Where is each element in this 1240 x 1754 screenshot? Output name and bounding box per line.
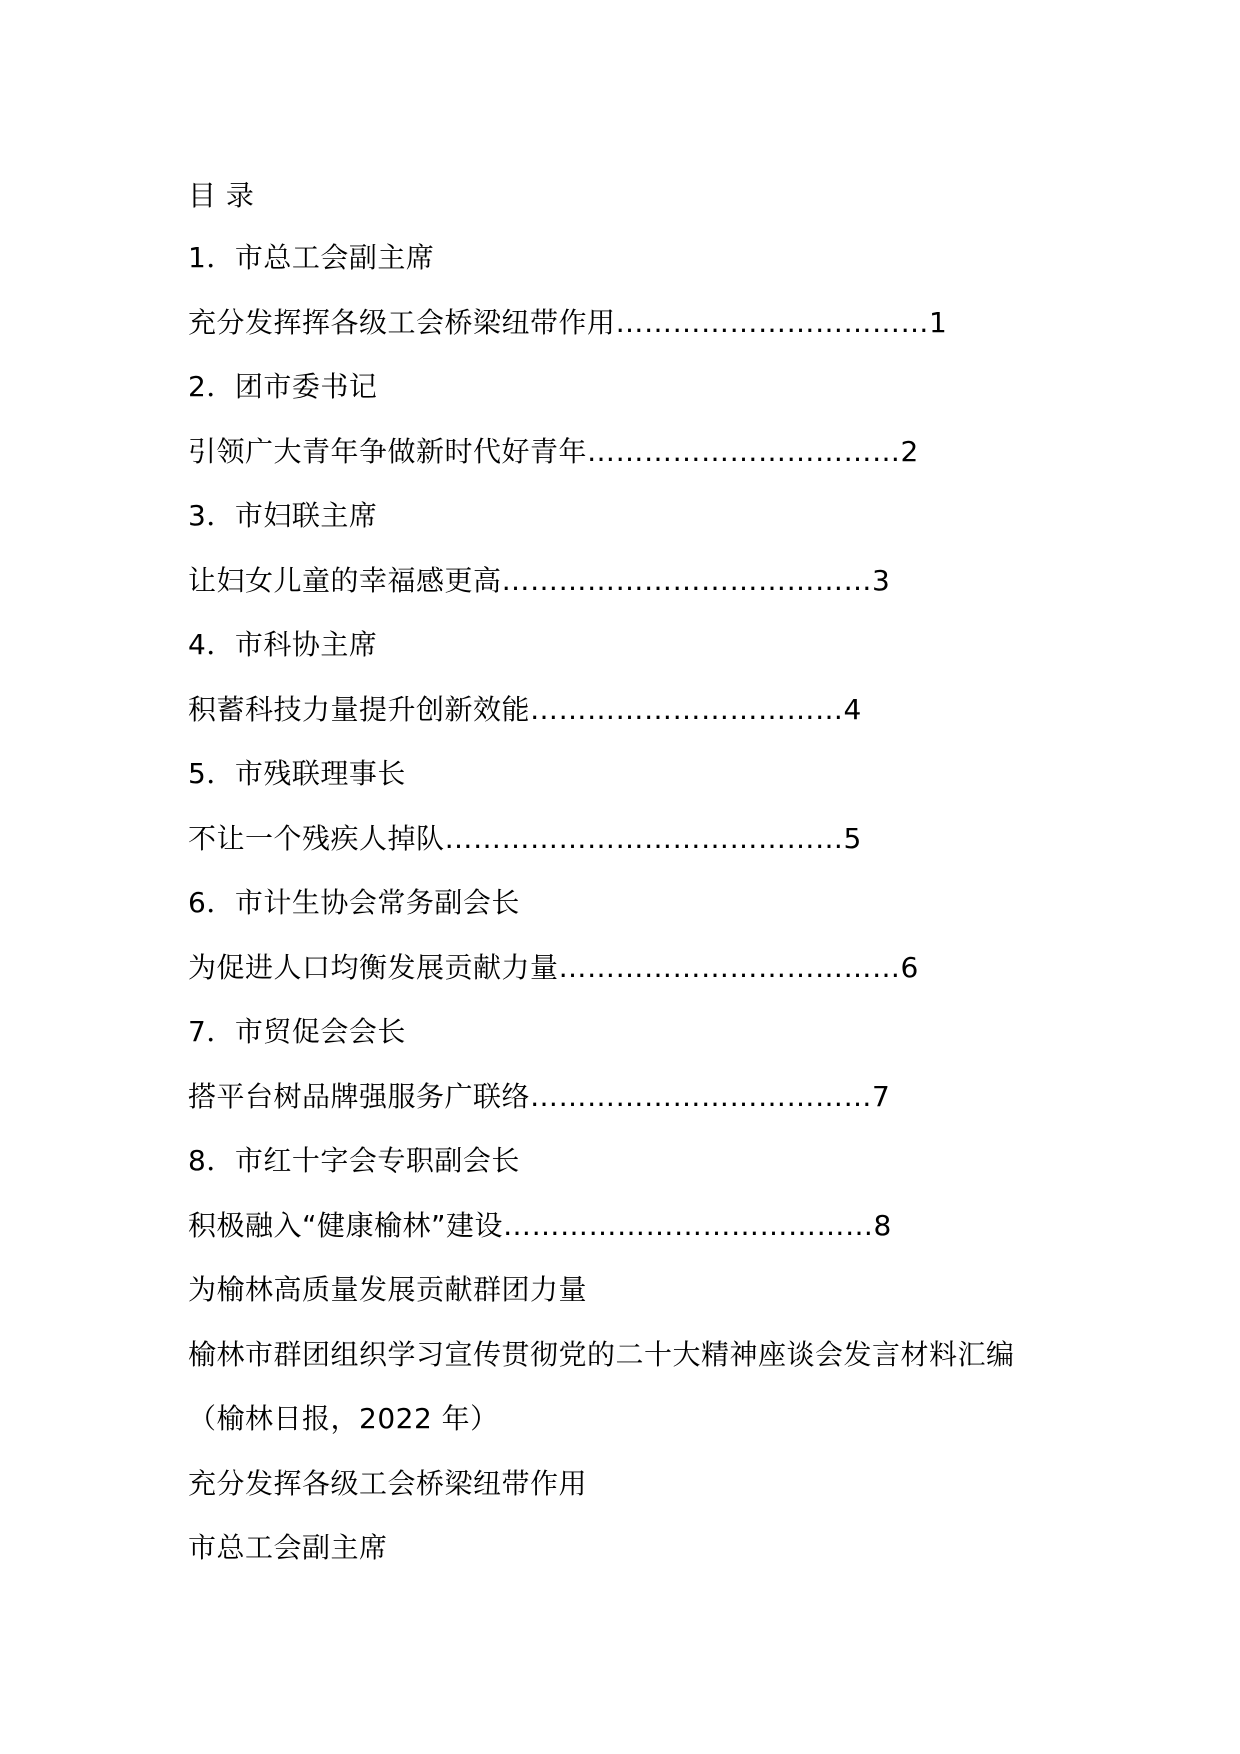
- toc-entry-1[interactable]: [188, 303, 947, 343]
- toc-leader-dots-5: ……………………………………: [444, 822, 844, 855]
- toc-entry-7[interactable]: [188, 1077, 890, 1117]
- toc-entry-6[interactable]: [188, 948, 919, 988]
- toc-leader-dots-4: ……………………………: [530, 693, 844, 726]
- toc-entry-label-2: 2．团市委书记: [188, 370, 378, 403]
- toc-entry-5[interactable]: [188, 819, 862, 859]
- article-author: 市总工会副主席: [188, 1531, 388, 1564]
- toc-leader-dots-7: ………………………………: [530, 1080, 873, 1113]
- toc-leader-dots-6: ………………………………: [558, 951, 901, 984]
- toc-entry-title-1: 充分发挥挥各级工会桥梁纽带作用: [188, 306, 616, 339]
- toc-entry-label-3: 3．市妇联主席: [188, 499, 378, 532]
- toc-entry-title-5: 不让一个残疾人掉队: [188, 822, 445, 855]
- toc-entry-label-5: 5．市残联理事长: [188, 757, 406, 790]
- toc-entry-label-7: 7．市贸促会会长: [188, 1015, 406, 1048]
- toc-entry-2[interactable]: [188, 432, 919, 472]
- toc-entry-title-6: 为促进人口均衡发展贡献力量: [188, 951, 559, 984]
- toc-entry-title-4: 积蓄科技力量提升创新效能: [188, 693, 531, 726]
- toc-entry-title-8: 积极融入“健康榆林”建设: [188, 1209, 504, 1242]
- toc-page-number-6: 6: [900, 951, 919, 984]
- document-subtitle: 榆林市群团组织学习宣传贯彻党的二十大精神座谈会发言材料汇编: [188, 1338, 1015, 1371]
- toc-page-number-8: 8: [873, 1209, 892, 1242]
- toc-entry-4[interactable]: [188, 690, 862, 730]
- toc-entry-title-7: 搭平台树品牌强服务广联络: [188, 1080, 531, 1113]
- toc-entry-label-1: 1．市总工会副主席: [188, 241, 435, 274]
- toc-entry-title-2: 引领广大青年争做新时代好青年: [188, 435, 588, 468]
- toc-heading: 目 录: [188, 179, 255, 212]
- document-source: （榆林日报，2022 年）: [188, 1402, 499, 1435]
- toc-leader-dots-1: ……………………………: [615, 306, 930, 339]
- toc-leader-dots-2: ……………………………: [587, 435, 901, 468]
- toc-entry-8[interactable]: [188, 1206, 892, 1246]
- document-title: 为榆林高质量发展贡献群团力量: [188, 1273, 588, 1306]
- toc-entry-label-8: 8．市红十字会专职副会长: [188, 1144, 520, 1177]
- toc-page-number-2: 2: [900, 435, 919, 468]
- toc-entry-3[interactable]: [188, 561, 890, 601]
- toc-page-number-5: 5: [843, 822, 862, 855]
- toc-leader-dots-8: …………………………………: [503, 1209, 874, 1242]
- toc-page-number-3: 3: [872, 564, 891, 597]
- toc-entry-label-4: 4．市科协主席: [188, 628, 378, 661]
- toc-entry-title-3: 让妇女儿童的幸福感更高: [188, 564, 502, 597]
- toc-leader-dots-3: …………………………………: [501, 564, 873, 597]
- article-title: 充分发挥各级工会桥梁纽带作用: [188, 1467, 588, 1500]
- toc-page-number-7: 7: [872, 1080, 891, 1113]
- toc-page-number-1: 1: [929, 306, 948, 339]
- toc-page-number-4: 4: [843, 693, 862, 726]
- toc-entry-label-6: 6．市计生协会常务副会长: [188, 886, 520, 919]
